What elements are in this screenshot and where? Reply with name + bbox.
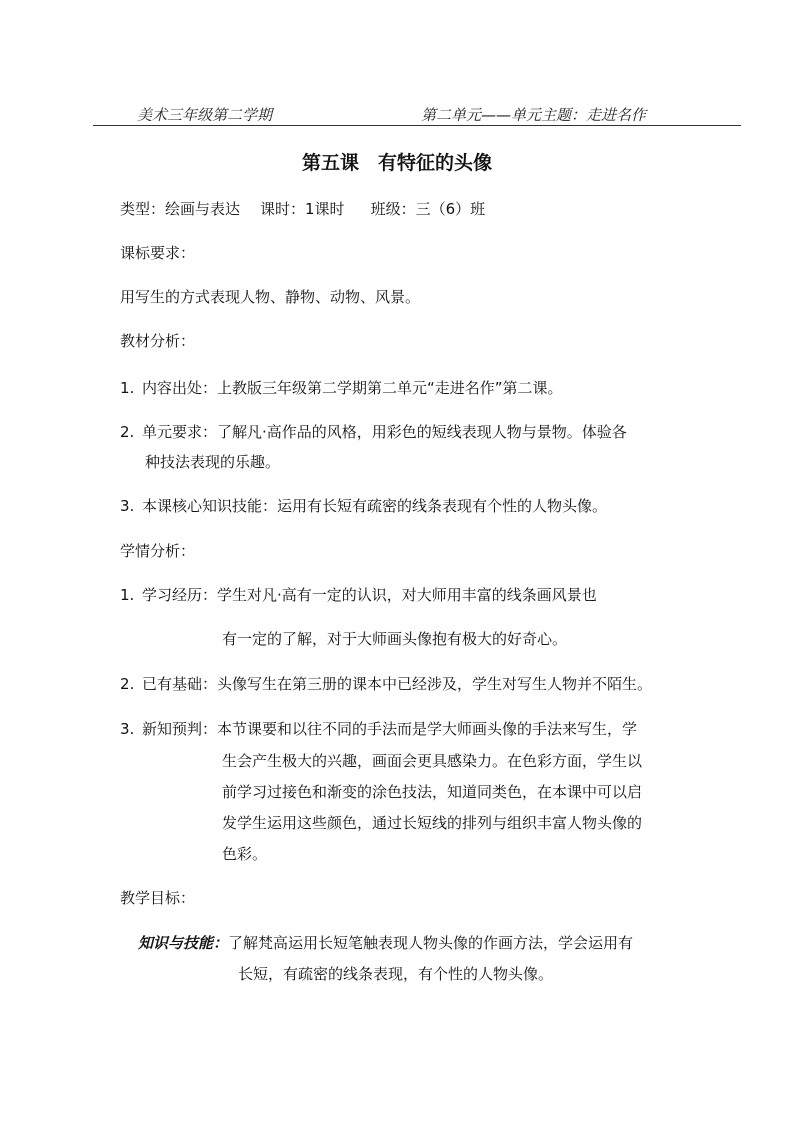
standard-text: 用写生的方式表现人物、静物、动物、风景。 [120, 288, 421, 306]
item-number: 2. [120, 423, 135, 441]
item-text: 单元要求：了解凡·高作品的风格，用彩色的短线表现人物与景物。体验各 [142, 423, 627, 441]
students-item-3-cont-1: 生会产生极大的兴趣，画面会更具感染力。在色彩方面，学生以 [222, 752, 643, 770]
item-number: 3. [120, 497, 135, 515]
materials-item-2 [120, 421, 627, 443]
standard-heading: 课标要求： [120, 244, 196, 262]
item-text: 学习经历：学生对凡·高有一定的认识，对大师用丰富的线条画风景也 [142, 586, 597, 604]
header-left: 美术三年级第二学期 [137, 106, 273, 124]
materials-item-1 [120, 377, 563, 399]
students-item-1 [120, 584, 597, 606]
item-text: 新知预判：本节课要和以往不同的手法而是学大师画头像的手法来写生，学 [142, 720, 638, 738]
header-right: 第二单元——单元主题：走进名作 [421, 106, 647, 124]
materials-item-2-cont: 种技法表现的乐趣。 [145, 453, 281, 471]
item-text: 已有基础：头像写生在第三册的课本中已经涉及，学生对写生人物并不陌生。 [142, 675, 653, 693]
lesson-meta [120, 198, 485, 220]
meta-type: 类型：绘画与表达 [120, 200, 241, 218]
students-item-1-cont: 有一定的了解，对于大师画头像抱有极大的好奇心。 [222, 630, 568, 648]
students-item-3-cont-3: 发学生运用这些颜色，通过长短线的排列与组织丰富人物头像的 [222, 814, 643, 832]
materials-heading: 教材分析： [120, 332, 196, 350]
meta-class: 班级：三（6）班 [370, 200, 486, 218]
item-number: 1. [120, 586, 135, 604]
item-number: 2. [120, 675, 135, 693]
item-text: 本课核心知识技能：运用有长短有疏密的线条表现有个性的人物头像。 [142, 497, 608, 515]
knowledge-label: 知识与技能： [138, 934, 229, 952]
page-title: 第五课 有特征的头像 [301, 152, 492, 174]
meta-hours: 课时：1课时 [260, 200, 345, 218]
materials-item-3 [120, 495, 607, 517]
header-divider [93, 125, 741, 126]
students-item-3-cont-2: 前学习过接色和渐变的涂色技法，知道同类色，在本课中可以启 [222, 783, 643, 801]
students-item-3 [120, 718, 637, 740]
students-heading: 学情分析： [120, 542, 196, 560]
objectives-heading: 教学目标： [120, 889, 196, 907]
item-number: 3. [120, 720, 135, 738]
objective-knowledge [138, 932, 633, 954]
item-text: 内容出处：上教版三年级第二学期第二单元“走进名作”第二课。 [142, 379, 563, 397]
knowledge-text: 了解梵高运用长短笔触表现人物头像的作画方法，学会运用有 [228, 934, 634, 952]
students-item-3-cont-4: 色彩。 [222, 845, 268, 863]
students-item-2 [120, 673, 652, 695]
item-number: 1. [120, 379, 135, 397]
objective-knowledge-cont: 长短，有疏密的线条表现，有个性的人物头像。 [238, 965, 554, 983]
